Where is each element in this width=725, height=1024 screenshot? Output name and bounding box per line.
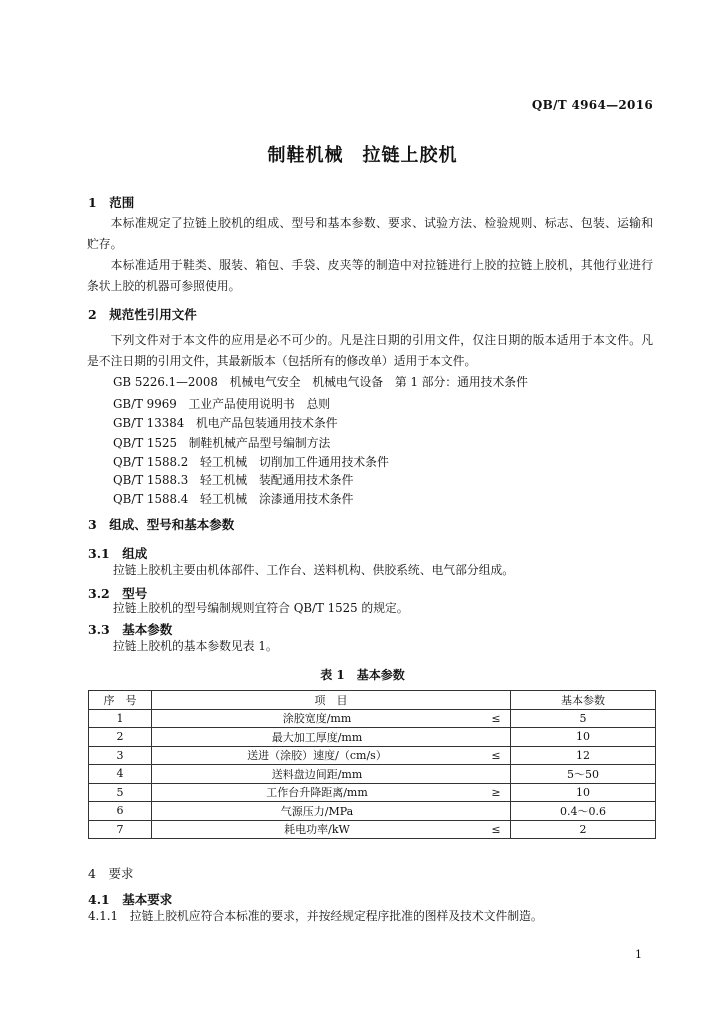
section-3-2-heading: 3.2 型号 <box>88 586 148 601</box>
section-3-3-heading: 3.3 基本参数 <box>88 622 173 637</box>
basic-parameters-table <box>88 690 656 839</box>
reference-item: QB/T 1588.4 轻工机械 涂漆通用技术条件 <box>113 492 354 506</box>
row-item: 涂胶宽度/mm <box>152 709 483 728</box>
row-item: 耗电功率/kW <box>152 820 483 839</box>
row-value: 0.4～0.6 <box>511 802 656 821</box>
row-comparator: ≤ <box>482 746 511 765</box>
row-comparator: ≤ <box>482 820 511 839</box>
row-item: 工作台升降距离/mm <box>152 783 483 802</box>
reference-item: GB/T 9969 工业产品使用说明书 总则 <box>113 397 331 411</box>
section-4-heading: 4 要求 <box>88 866 134 881</box>
row-number: 5 <box>89 783 152 802</box>
section-3-1-para: 拉链上胶机主要由机体部件、工作台、送料机构、供胶系统、电气部分组成。 <box>113 563 515 577</box>
row-value: 10 <box>511 783 656 802</box>
row-item: 送料盘边间距/mm <box>152 765 483 784</box>
page-number: 1 <box>635 948 642 961</box>
row-number: 3 <box>89 746 152 765</box>
row-number: 6 <box>89 802 152 821</box>
row-comparator <box>482 765 511 784</box>
table-header-cell: 基本参数 <box>511 691 656 710</box>
row-number: 2 <box>89 728 152 747</box>
standard-number: QB/T 4964—2016 <box>531 98 653 112</box>
row-item: 气源压力/MPa <box>152 802 483 821</box>
section-3-1-heading: 3.1 组成 <box>88 546 148 561</box>
row-value: 2 <box>511 820 656 839</box>
section-2-para-1: 下列文件对于本文件的应用是必不可少的。凡是注日期的引用文件，仅注日期的版本适用于本文件。凡是不注日期的引用文件，其最新版本（包括所有的修改单）适用于本文件。 <box>87 333 653 368</box>
row-value: 10 <box>511 728 656 747</box>
section-2-heading: 2 规范性引用文件 <box>88 307 197 322</box>
section-4-1-heading: 4.1 基本要求 <box>88 892 173 907</box>
section-1-heading: 1 范围 <box>88 195 135 210</box>
reference-item: GB 5226.1—2008 机械电气安全 机械电气设备 第 1 部分：通用技术条件 <box>113 375 528 389</box>
document-title: 制鞋机械 拉链上胶机 <box>267 145 458 166</box>
row-number: 4 <box>89 765 152 784</box>
table-row <box>89 765 656 784</box>
table-row <box>89 802 656 821</box>
reference-item: QB/T 1525 制鞋机械产品型号编制方法 <box>113 436 331 450</box>
section-4-1-1-para: 4.1.1 拉链上胶机应符合本标准的要求，并按经规定程序批准的图样及技术文件制造。 <box>88 909 543 923</box>
reference-item: QB/T 1588.2 轻工机械 切削加工件通用技术条件 <box>113 455 389 469</box>
row-value: 5～50 <box>511 765 656 784</box>
table-caption: 表 1 基本参数 <box>320 668 405 682</box>
section-1-para-1: 本标准规定了拉链上胶机的组成、型号和基本参数、要求、试验方法、检验规则、标志、包装、运输和贮存。 <box>87 216 653 251</box>
section-1-para-2: 本标准适用于鞋类、服装、箱包、手袋、皮夹等的制造中对拉链进行上胶的拉链上胶机，其他行业进行条状上胶的机器可参照使用。 <box>87 258 653 293</box>
row-item: 送进（涂胶）速度/（cm/s） <box>152 746 483 765</box>
section-3-3-para: 拉链上胶机的基本参数见表 1。 <box>113 639 278 653</box>
section-3-heading: 3 组成、型号和基本参数 <box>88 517 235 532</box>
section-3-2-para: 拉链上胶机的型号编制规则宜符合 QB/T 1525 的规定。 <box>113 601 409 615</box>
reference-item: QB/T 1588.3 轻工机械 装配通用技术条件 <box>113 473 354 487</box>
table-header-row <box>89 691 656 710</box>
row-comparator <box>482 802 511 821</box>
table-row <box>89 746 656 765</box>
row-comparator: ≤ <box>482 709 511 728</box>
row-item: 最大加工厚度/mm <box>152 728 483 747</box>
table-row <box>89 728 656 747</box>
table-row <box>89 820 656 839</box>
table-row <box>89 709 656 728</box>
row-comparator <box>482 728 511 747</box>
table-row <box>89 783 656 802</box>
reference-item: GB/T 13384 机电产品包装通用技术条件 <box>113 416 338 430</box>
row-value: 12 <box>511 746 656 765</box>
row-number: 7 <box>89 820 152 839</box>
table-header-cell: 序 号 <box>89 691 152 710</box>
row-value: 5 <box>511 709 656 728</box>
row-number: 1 <box>89 709 152 728</box>
table-header-cell: 项 目 <box>152 691 511 710</box>
row-comparator: ≥ <box>482 783 511 802</box>
